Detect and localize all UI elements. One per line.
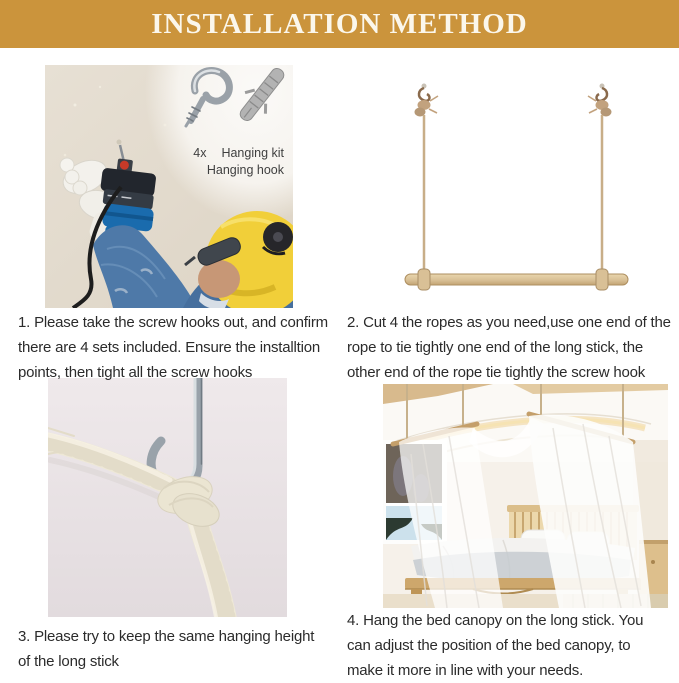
bed-canopy-illustration [383,384,668,608]
caption-line: can adjust the position of the bed canopy, to [347,637,631,654]
step2-photo [375,78,660,293]
rope-wrap-left [418,269,430,290]
caption-line: 3. Please try to keep the same hanging height [18,628,315,645]
worker-drilling-illustration [45,65,293,308]
step3-photo [48,378,287,617]
right-rope-assembly [588,84,612,277]
wooden-stick [405,274,628,285]
page-title: INSTALLATION METHOD [151,7,528,40]
step-3-caption [18,624,314,674]
kit-callout [193,145,284,179]
kit-quantity: 4x [193,146,207,160]
ceiling-hook-icon [596,88,607,101]
caption-line: make it more in line with your needs. [347,662,584,679]
caption-line: other end of the rope tie tightly the screw hook [347,364,646,381]
caption-line: points, then tight all the screw hooks [18,364,253,381]
caption-line: 4. Hang the bed canopy on the long stick. You [347,612,644,629]
rope-on-hook-illustration [48,378,287,617]
step4-photo [383,384,668,608]
caption-line: 1. Please take the screw hooks out, and confirm [18,314,328,331]
step1-photo [45,65,293,308]
kit-label-2: Hanging hook [206,163,284,177]
caption-line: of the long stick [18,653,119,670]
step-1-caption [18,310,328,385]
rope-wrap-right [596,269,608,290]
left-rope-assembly [415,84,439,277]
header-banner [0,0,679,48]
kit-label-1: Hanging kit [221,146,284,160]
step-4-caption [347,608,643,683]
ceiling-hook-icon [419,88,430,101]
caption-line: rope to tie tightly one end of the long stick, the [347,339,644,356]
caption-line: there are 4 sets included. Ensure the installtion [18,339,321,356]
step-2-caption [347,310,671,385]
caption-line: 2. Cut 4 the ropes as you need,use one end of the [347,314,671,331]
hanging-stick-illustration [375,78,660,293]
